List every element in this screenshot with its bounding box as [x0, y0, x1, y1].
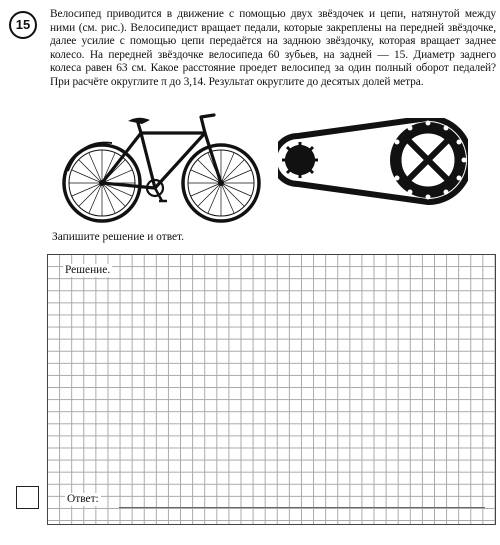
- solution-label: Решение.: [65, 264, 111, 276]
- sprocket-chain-illustration: [278, 118, 468, 208]
- answer-label: Ответ:: [67, 493, 99, 505]
- answer-prompt: Запишите решение и ответ.: [52, 231, 185, 243]
- score-box[interactable]: [16, 486, 39, 509]
- answer-line[interactable]: [119, 507, 485, 508]
- bicycle-illustration: [62, 103, 262, 225]
- task-text: Велосипед приводится в движение с помощью двух звёздочек и цепи, натянутой между ними (см. рис.). Велосипедист вращает педали, которые закреплены на передней звёздочке, далее усилие с помощью цепи передаётся на заднюю звёздочку, которая вращает заднее колесо. На передней звёздочке велосипеда 60 зубьев, на задней — 15. Диаметр заднего колеса равен 63 см. Какое расстояние проедет велосипед за один полный оборот педалей? При расчёте округлите π до 3,14. Результат округлите до десятых долей метра.: [50, 8, 496, 88]
- solution-grid[interactable]: [47, 254, 496, 525]
- task-number-badge: 15: [9, 11, 37, 39]
